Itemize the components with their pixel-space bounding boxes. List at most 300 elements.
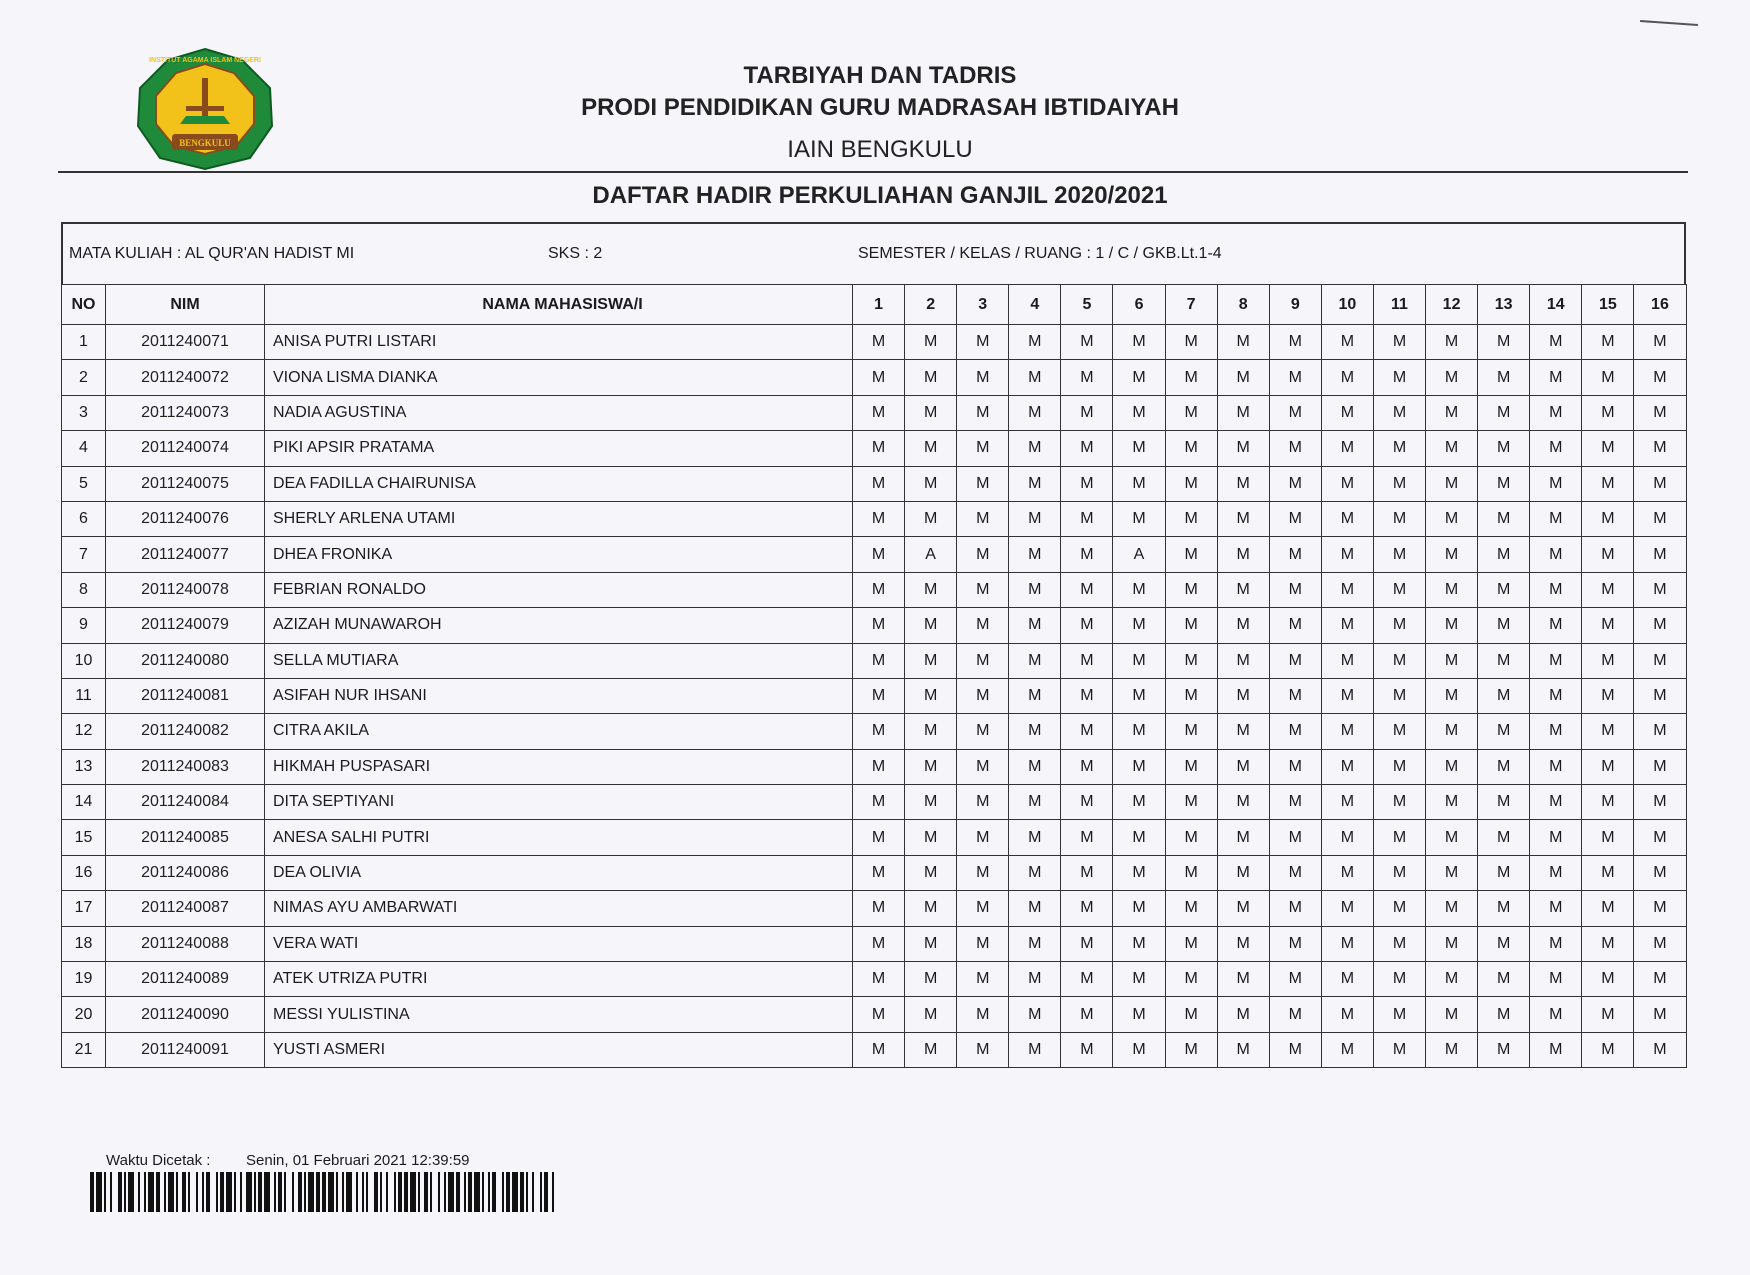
attendance-mark: M: [1426, 643, 1478, 678]
attendance-mark: M: [1634, 395, 1686, 430]
student-name: ATEK UTRIZA PUTRI: [265, 962, 853, 997]
attendance-mark: M: [1321, 608, 1373, 643]
attendance-mark: M: [957, 501, 1009, 536]
attendance-mark: M: [1582, 749, 1634, 784]
student-nim: 2011240073: [106, 395, 265, 430]
attendance-mark: M: [1373, 501, 1425, 536]
col-name-header: NAMA MAHASISWA/I: [265, 285, 853, 325]
attendance-mark: M: [957, 643, 1009, 678]
attendance-mark: M: [1373, 678, 1425, 713]
attendance-mark: M: [1530, 572, 1582, 607]
attendance-mark: M: [1321, 395, 1373, 430]
attendance-mark: M: [1269, 820, 1321, 855]
attendance-mark: M: [1217, 1032, 1269, 1067]
attendance-mark: M: [1165, 785, 1217, 820]
attendance-mark: M: [1478, 891, 1530, 926]
row-number: 18: [62, 926, 106, 961]
attendance-mark: M: [1530, 855, 1582, 890]
attendance-mark: M: [957, 537, 1009, 572]
attendance-mark: M: [1009, 785, 1061, 820]
attendance-mark: M: [853, 1032, 905, 1067]
attendance-mark: M: [1269, 608, 1321, 643]
attendance-mark: M: [1009, 643, 1061, 678]
table-row: [62, 785, 1687, 820]
attendance-mark: M: [1217, 466, 1269, 501]
attendance-mark: M: [1582, 678, 1634, 713]
printed-time-label: Waktu Dicetak :: [106, 1152, 211, 1169]
attendance-mark: M: [1321, 785, 1373, 820]
student-name: DEA FADILLA CHAIRUNISA: [265, 466, 853, 501]
attendance-mark: M: [1373, 1032, 1425, 1067]
attendance-mark: M: [1113, 678, 1165, 713]
attendance-mark: M: [1530, 749, 1582, 784]
attendance-mark: M: [1321, 537, 1373, 572]
attendance-mark: M: [1165, 891, 1217, 926]
attendance-mark: M: [1061, 785, 1113, 820]
attendance-mark: M: [1634, 325, 1686, 360]
attendance-mark: M: [1113, 855, 1165, 890]
attendance-mark: M: [1009, 325, 1061, 360]
row-number: 10: [62, 643, 106, 678]
attendance-mark: M: [1061, 608, 1113, 643]
attendance-mark: M: [1113, 820, 1165, 855]
attendance-mark: M: [1165, 926, 1217, 961]
row-number: 4: [62, 431, 106, 466]
attendance-mark: M: [957, 997, 1009, 1032]
row-number: 21: [62, 1032, 106, 1067]
attendance-mark: M: [853, 643, 905, 678]
attendance-mark: M: [1373, 749, 1425, 784]
attendance-mark: M: [1269, 572, 1321, 607]
student-nim: 2011240083: [106, 749, 265, 784]
attendance-mark: M: [1321, 714, 1373, 749]
attendance-mark: M: [1634, 572, 1686, 607]
attendance-mark: M: [1582, 1032, 1634, 1067]
attendance-mark: M: [1478, 1032, 1530, 1067]
row-number: 15: [62, 820, 106, 855]
attendance-mark: M: [1530, 537, 1582, 572]
student-nim: 2011240074: [106, 431, 265, 466]
attendance-mark: M: [1530, 962, 1582, 997]
student-name: VERA WATI: [265, 926, 853, 961]
attendance-mark: M: [1582, 997, 1634, 1032]
row-number: 11: [62, 678, 106, 713]
attendance-mark: M: [1426, 1032, 1478, 1067]
attendance-mark: M: [1217, 785, 1269, 820]
attendance-mark: M: [1426, 891, 1478, 926]
row-number: 2: [62, 360, 106, 395]
attendance-mark: M: [1217, 325, 1269, 360]
attendance-mark: M: [1061, 431, 1113, 466]
attendance-mark: M: [1269, 325, 1321, 360]
attendance-mark: M: [1165, 643, 1217, 678]
table-row: [62, 678, 1687, 713]
attendance-mark: M: [1373, 962, 1425, 997]
attendance-mark: M: [1582, 785, 1634, 820]
attendance-mark: M: [905, 891, 957, 926]
attendance-mark: M: [1165, 855, 1217, 890]
attendance-table: [61, 284, 1687, 1068]
attendance-mark: M: [1582, 431, 1634, 466]
table-row: [62, 360, 1687, 395]
table-row: [62, 749, 1687, 784]
attendance-mark: M: [1009, 360, 1061, 395]
attendance-mark: M: [1009, 431, 1061, 466]
student-nim: 2011240090: [106, 997, 265, 1032]
attendance-mark: M: [1061, 997, 1113, 1032]
attendance-mark: M: [1530, 891, 1582, 926]
attendance-mark: M: [957, 820, 1009, 855]
attendance-mark: M: [1009, 820, 1061, 855]
table-row: [62, 962, 1687, 997]
attendance-mark: M: [1478, 749, 1530, 784]
attendance-mark: M: [957, 360, 1009, 395]
attendance-mark: M: [1321, 643, 1373, 678]
student-nim: 2011240071: [106, 325, 265, 360]
attendance-mark: M: [853, 431, 905, 466]
attendance-mark: M: [1009, 678, 1061, 713]
table-row: [62, 501, 1687, 536]
row-number: 9: [62, 608, 106, 643]
attendance-mark: M: [1426, 360, 1478, 395]
attendance-mark: M: [1426, 537, 1478, 572]
attendance-mark: M: [1165, 466, 1217, 501]
attendance-mark: M: [905, 962, 957, 997]
attendance-mark: M: [1530, 360, 1582, 395]
attendance-mark: M: [957, 325, 1009, 360]
student-name: SHERLY ARLENA UTAMI: [265, 501, 853, 536]
attendance-mark: M: [1530, 926, 1582, 961]
attendance-mark: M: [1582, 855, 1634, 890]
table-row: [62, 1032, 1687, 1067]
attendance-mark: M: [1269, 431, 1321, 466]
attendance-mark: M: [1321, 749, 1373, 784]
attendance-mark: M: [1426, 325, 1478, 360]
attendance-mark: M: [1426, 855, 1478, 890]
attendance-mark: M: [957, 749, 1009, 784]
attendance-mark: M: [957, 466, 1009, 501]
attendance-mark: M: [1061, 678, 1113, 713]
attendance-mark: M: [1269, 678, 1321, 713]
course-name: MATA KULIAH : AL QUR'AN HADIST MI: [69, 245, 355, 262]
attendance-mark: M: [1582, 608, 1634, 643]
col-no-header: NO: [62, 285, 106, 325]
attendance-mark: M: [1269, 997, 1321, 1032]
faculty-name: TARBIYAH DAN TADRIS: [743, 62, 1017, 89]
attendance-mark: M: [905, 431, 957, 466]
attendance-mark: M: [957, 926, 1009, 961]
attendance-mark: M: [1634, 360, 1686, 395]
row-number: 12: [62, 714, 106, 749]
attendance-mark: M: [1113, 891, 1165, 926]
table-row: [62, 855, 1687, 890]
session-header: 15: [1582, 285, 1634, 325]
attendance-mark: M: [1165, 962, 1217, 997]
attendance-mark: M: [1373, 714, 1425, 749]
attendance-mark: M: [853, 608, 905, 643]
attendance-mark: M: [1530, 678, 1582, 713]
attendance-mark: M: [1478, 855, 1530, 890]
attendance-mark: M: [1321, 678, 1373, 713]
attendance-mark: M: [1530, 501, 1582, 536]
student-name: ASIFAH NUR IHSANI: [265, 678, 853, 713]
attendance-mark: M: [1634, 997, 1686, 1032]
attendance-mark: M: [1061, 891, 1113, 926]
student-nim: 2011240075: [106, 466, 265, 501]
attendance-mark: M: [1634, 962, 1686, 997]
attendance-mark: M: [1582, 325, 1634, 360]
student-name: ANESA SALHI PUTRI: [265, 820, 853, 855]
attendance-mark: M: [1530, 608, 1582, 643]
attendance-mark: M: [1061, 572, 1113, 607]
student-nim: 2011240089: [106, 962, 265, 997]
attendance-mark: M: [905, 855, 957, 890]
table-row: [62, 325, 1687, 360]
attendance-mark: M: [957, 395, 1009, 430]
attendance-mark: M: [1478, 431, 1530, 466]
attendance-mark: M: [1009, 501, 1061, 536]
attendance-mark: M: [1165, 997, 1217, 1032]
row-number: 3: [62, 395, 106, 430]
row-number: 1: [62, 325, 106, 360]
row-number: 7: [62, 537, 106, 572]
attendance-mark: M: [905, 997, 957, 1032]
row-number: 13: [62, 749, 106, 784]
attendance-mark: M: [1217, 537, 1269, 572]
attendance-mark: M: [853, 820, 905, 855]
attendance-mark: M: [1478, 785, 1530, 820]
attendance-mark: M: [1061, 395, 1113, 430]
attendance-mark: M: [1373, 643, 1425, 678]
attendance-mark: M: [1009, 608, 1061, 643]
attendance-mark: M: [1217, 926, 1269, 961]
attendance-mark: M: [1582, 714, 1634, 749]
student-name: ANISA PUTRI LISTARI: [265, 325, 853, 360]
row-number: 5: [62, 466, 106, 501]
attendance-mark: M: [1217, 678, 1269, 713]
attendance-mark: M: [1269, 360, 1321, 395]
attendance-mark: M: [905, 714, 957, 749]
attendance-mark: M: [1426, 395, 1478, 430]
student-name: VIONA LISMA DIANKA: [265, 360, 853, 395]
institution-name: IAIN BENGKULU: [787, 136, 973, 163]
student-name: FEBRIAN RONALDO: [265, 572, 853, 607]
row-number: 6: [62, 501, 106, 536]
attendance-mark: M: [1113, 1032, 1165, 1067]
attendance-mark: M: [1009, 395, 1061, 430]
attendance-mark: M: [1269, 501, 1321, 536]
attendance-mark: M: [1321, 962, 1373, 997]
attendance-mark: M: [853, 678, 905, 713]
attendance-mark: M: [957, 891, 1009, 926]
attendance-mark: M: [1634, 926, 1686, 961]
attendance-mark: M: [1217, 714, 1269, 749]
attendance-mark: M: [853, 325, 905, 360]
table-row: [62, 820, 1687, 855]
attendance-mark: M: [1113, 926, 1165, 961]
attendance-mark: M: [1582, 572, 1634, 607]
student-nim: 2011240085: [106, 820, 265, 855]
attendance-mark: M: [1426, 431, 1478, 466]
attendance-mark: M: [1478, 714, 1530, 749]
attendance-mark: M: [1426, 678, 1478, 713]
attendance-mark: M: [1634, 749, 1686, 784]
attendance-mark: M: [1321, 466, 1373, 501]
attendance-mark: M: [1113, 749, 1165, 784]
student-nim: 2011240081: [106, 678, 265, 713]
attendance-mark: M: [1217, 360, 1269, 395]
attendance-mark: M: [1061, 714, 1113, 749]
attendance-mark: M: [1478, 466, 1530, 501]
attendance-mark: M: [1113, 785, 1165, 820]
iain-bengkulu-logo: [132, 46, 278, 172]
attendance-mark: M: [1321, 501, 1373, 536]
attendance-mark: M: [1113, 962, 1165, 997]
attendance-mark: M: [1061, 360, 1113, 395]
attendance-mark: M: [1582, 466, 1634, 501]
attendance-mark: M: [1426, 749, 1478, 784]
table-row: [62, 891, 1687, 926]
attendance-mark: M: [905, 926, 957, 961]
attendance-mark: M: [1269, 714, 1321, 749]
attendance-mark: M: [1217, 749, 1269, 784]
attendance-mark: M: [1269, 785, 1321, 820]
attendance-mark: M: [1582, 643, 1634, 678]
attendance-mark: M: [1113, 325, 1165, 360]
attendance-mark: M: [1061, 466, 1113, 501]
attendance-mark: M: [1321, 997, 1373, 1032]
attendance-mark: M: [1582, 360, 1634, 395]
attendance-mark: M: [1478, 537, 1530, 572]
attendance-mark: M: [1269, 395, 1321, 430]
attendance-mark: M: [957, 962, 1009, 997]
attendance-mark: M: [1217, 572, 1269, 607]
course-credits: SKS : 2: [548, 245, 603, 262]
student-nim: 2011240086: [106, 855, 265, 890]
attendance-mark: M: [853, 714, 905, 749]
attendance-mark: M: [1269, 537, 1321, 572]
attendance-mark: M: [1426, 714, 1478, 749]
session-header: 13: [1478, 285, 1530, 325]
attendance-mark: M: [1426, 608, 1478, 643]
attendance-mark: M: [1373, 395, 1425, 430]
attendance-mark: M: [1165, 395, 1217, 430]
attendance-mark: M: [905, 466, 957, 501]
session-header: 16: [1634, 285, 1686, 325]
attendance-mark: M: [1113, 714, 1165, 749]
attendance-mark: M: [1113, 608, 1165, 643]
student-name: MESSI YULISTINA: [265, 997, 853, 1032]
attendance-mark: M: [1217, 501, 1269, 536]
attendance-mark: A: [1113, 537, 1165, 572]
attendance-mark: M: [1061, 501, 1113, 536]
attendance-mark: M: [1530, 643, 1582, 678]
student-name: DEA OLIVIA: [265, 855, 853, 890]
attendance-mark: M: [1009, 714, 1061, 749]
table-row: [62, 643, 1687, 678]
attendance-mark: M: [1217, 431, 1269, 466]
attendance-mark: M: [1009, 1032, 1061, 1067]
attendance-mark: M: [1165, 608, 1217, 643]
attendance-mark: M: [1373, 926, 1425, 961]
attendance-mark: M: [1269, 855, 1321, 890]
session-header: 3: [957, 285, 1009, 325]
attendance-mark: M: [957, 1032, 1009, 1067]
attendance-mark: M: [905, 785, 957, 820]
attendance-mark: M: [1478, 325, 1530, 360]
attendance-mark: M: [1165, 501, 1217, 536]
attendance-mark: M: [1113, 360, 1165, 395]
attendance-mark: M: [1061, 643, 1113, 678]
attendance-mark: M: [1426, 962, 1478, 997]
attendance-mark: M: [1634, 1032, 1686, 1067]
attendance-mark: M: [1582, 926, 1634, 961]
course-semester-class-room: SEMESTER / KELAS / RUANG : 1 / C / GKB.Lt.1-4: [858, 245, 1222, 262]
attendance-mark: M: [905, 678, 957, 713]
course-info: [61, 222, 1686, 284]
attendance-mark: M: [1061, 537, 1113, 572]
header-divider: [58, 171, 1688, 173]
attendance-mark: M: [1321, 572, 1373, 607]
row-number: 16: [62, 855, 106, 890]
attendance-mark: M: [1009, 891, 1061, 926]
attendance-mark: M: [1269, 1032, 1321, 1067]
student-name: NADIA AGUSTINA: [265, 395, 853, 430]
attendance-mark: M: [1426, 997, 1478, 1032]
attendance-mark: M: [1009, 962, 1061, 997]
attendance-mark: M: [1426, 572, 1478, 607]
table-row: [62, 572, 1687, 607]
attendance-mark: M: [1582, 537, 1634, 572]
attendance-mark: M: [1373, 466, 1425, 501]
attendance-mark: M: [905, 608, 957, 643]
student-name: DITA SEPTIYANI: [265, 785, 853, 820]
student-name: CITRA AKILA: [265, 714, 853, 749]
attendance-mark: M: [1530, 325, 1582, 360]
session-header: 9: [1269, 285, 1321, 325]
attendance-mark: M: [905, 360, 957, 395]
attendance-mark: M: [1373, 608, 1425, 643]
attendance-mark: M: [957, 678, 1009, 713]
attendance-mark: M: [957, 714, 1009, 749]
student-name: PIKI APSIR PRATAMA: [265, 431, 853, 466]
attendance-mark: M: [1165, 325, 1217, 360]
attendance-mark: M: [1269, 962, 1321, 997]
attendance-mark: M: [853, 466, 905, 501]
attendance-mark: M: [1217, 997, 1269, 1032]
attendance-mark: M: [1634, 678, 1686, 713]
attendance-mark: M: [1530, 395, 1582, 430]
student-nim: 2011240077: [106, 537, 265, 572]
attendance-mark: M: [1113, 431, 1165, 466]
student-nim: 2011240078: [106, 572, 265, 607]
attendance-mark: M: [1269, 466, 1321, 501]
attendance-mark: M: [1634, 785, 1686, 820]
student-nim: 2011240084: [106, 785, 265, 820]
attendance-mark: M: [1634, 537, 1686, 572]
table-row: [62, 714, 1687, 749]
attendance-mark: M: [1217, 962, 1269, 997]
attendance-mark: M: [1061, 855, 1113, 890]
attendance-mark: M: [1061, 1032, 1113, 1067]
attendance-mark: M: [1426, 466, 1478, 501]
attendance-mark: M: [1061, 325, 1113, 360]
attendance-mark: M: [1321, 325, 1373, 360]
attendance-mark: M: [1321, 360, 1373, 395]
printed-time-value: Senin, 01 Februari 2021 12:39:59: [246, 1152, 470, 1169]
attendance-mark: M: [1113, 997, 1165, 1032]
table-header-row: [62, 285, 1687, 325]
